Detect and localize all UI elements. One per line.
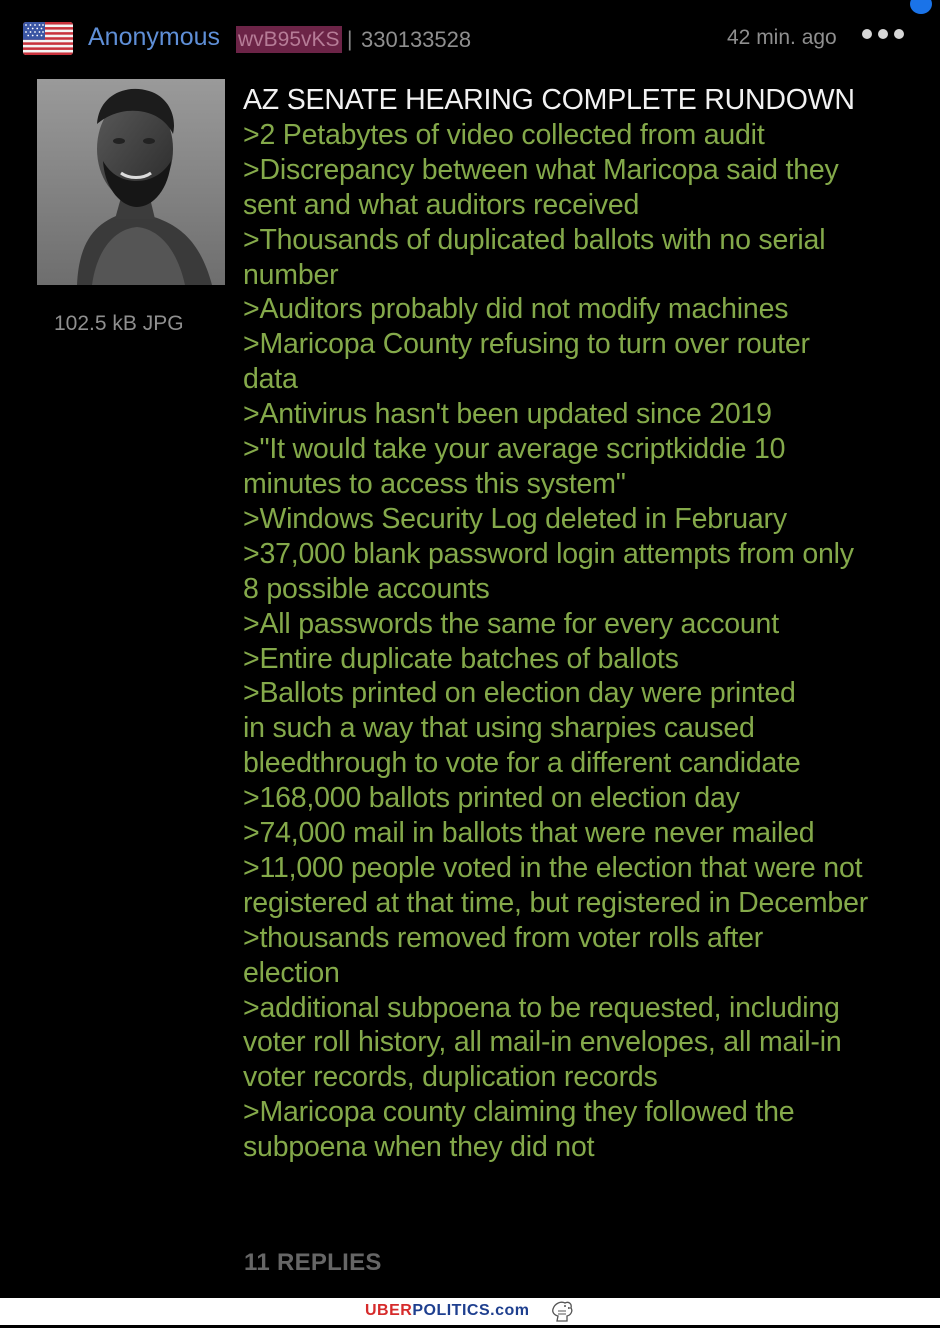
greentext-line: >11,000 people voted in the election that were not registered at that time, but registered in December: [243, 851, 869, 919]
author-name[interactable]: Anonymous: [88, 23, 221, 51]
greentext-line: >Antivirus hasn't been updated since 2019: [243, 398, 772, 431]
greentext-line: >Maricopa county claiming they followed the subpoena when they did not: [243, 1096, 795, 1164]
post-title: AZ SENATE HEARING COMPLETE RUNDOWN: [243, 84, 855, 116]
more-dot: [862, 29, 872, 39]
watermark-footer: [0, 1298, 940, 1325]
file-info: 102.5 kB JPG: [54, 312, 184, 335]
post-number[interactable]: 330133528: [361, 27, 472, 52]
post-timestamp: 42 min. ago: [727, 26, 837, 49]
more-dot: [894, 29, 904, 39]
poster-id[interactable]: wvB95vKS: [238, 28, 340, 51]
more-dot: [878, 29, 888, 39]
greentext-line: >74,000 mail in ballots that were never mailed: [243, 817, 815, 850]
site-watermark: [365, 1302, 529, 1320]
greentext-line: >Thousands of duplicated ballots with no serial number: [243, 223, 826, 291]
eagle-icon: [549, 1299, 575, 1323]
watermark-part2: POLITICS: [412, 1302, 491, 1319]
greentext-line: >2 Petabytes of video collected from audit: [243, 118, 765, 151]
watermark-part1: UBER: [365, 1302, 413, 1319]
greentext-line: >Discrepancy between what Maricopa said they sent and what auditors received: [243, 153, 839, 221]
greentext-line: >Auditors probably did not modify machines: [243, 293, 789, 326]
replies-link[interactable]: 11 REPLIES: [244, 1249, 382, 1276]
greentext-line: >168,000 ballots printed on election day: [243, 782, 740, 815]
post-body: [243, 83, 908, 1165]
greentext-line: >Maricopa County refusing to turn over router data: [243, 328, 810, 396]
notification-dot: [910, 0, 932, 14]
more-options-icon[interactable]: [862, 26, 906, 42]
greentext-line: >Entire duplicate batches of ballots: [243, 642, 679, 675]
us-flag-icon: [23, 22, 73, 55]
greentext-line: >Windows Security Log deleted in February: [243, 502, 787, 535]
greentext-line: >All passwords the same for every account: [243, 607, 779, 640]
greentext-line: >Ballots printed on election day were printed in such a way that using sharpies caused bleedthrough to vote for a different candidate: [243, 677, 801, 780]
greentext-line: >additional subpoena to be requested, including voter roll history, all mail-in envelopes, all mail-in voter records, duplication records: [243, 991, 842, 1094]
id-separator: |: [347, 28, 353, 51]
greentext-line: >thousands removed from voter rolls after election: [243, 921, 764, 989]
post-image-thumbnail[interactable]: [37, 79, 225, 285]
watermark-part3: .com: [490, 1302, 530, 1319]
greentext-line: >37,000 blank password login attempts from only 8 possible accounts: [243, 537, 854, 605]
greentext-line: >"It would take your average scriptkiddie 10 minutes to access this system": [243, 433, 786, 500]
